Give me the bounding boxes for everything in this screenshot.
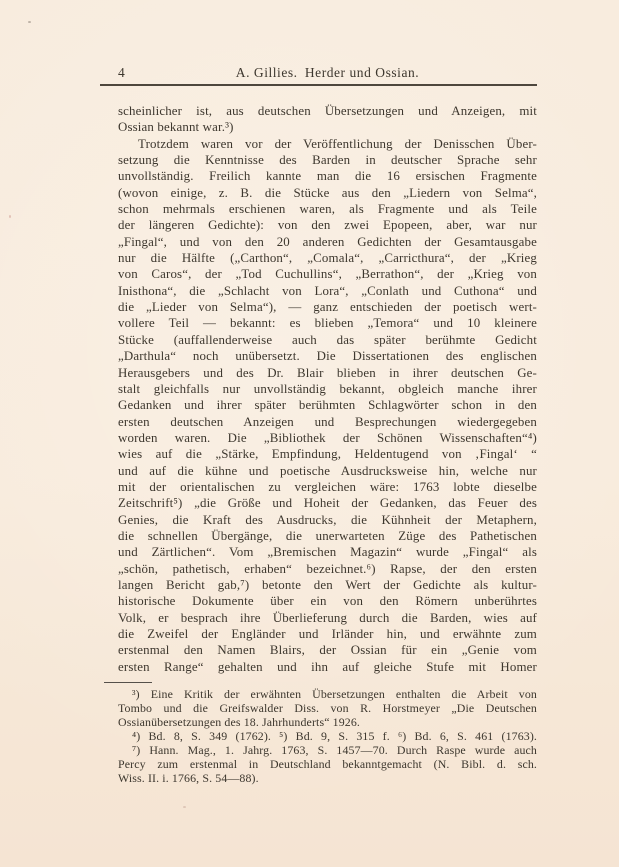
body-line: der längeren Gedichte): von den zwei Epopeen, aber, war nur	[118, 218, 537, 233]
body-line: Genies, die Kraft des Ausdrucks, die Kühnheit der Metaphern,	[118, 512, 537, 527]
footnote-line: ³) Eine Kritik der erwähnten Übersetzungen enthalten die Arbeit von	[132, 687, 537, 701]
body-line: „Darthula“ noch unübersetzt. Die Dissertationen des englischen	[118, 349, 537, 364]
footnote-line: Ossianübersetzungen des 18. Jahrhunderts“ 1926.	[118, 715, 361, 730]
footnote-rule	[104, 682, 152, 683]
footnote-line: Tombo und die Greifswalder Diss. von R. Horstmeyer „Die Deutschen	[118, 701, 537, 716]
body-line: historische Dokumente über ein von den Römern unberührtes	[118, 594, 537, 609]
running-header	[118, 65, 537, 81]
body-line: Stücke (auffallenderweise auch das später berühmte Gedicht	[118, 332, 537, 347]
footnote-line: ⁴) Bd. 8, S. 349 (1762). ⁵) Bd. 9, S. 315 f. ⁶) Bd. 6, S. 461 (1763).	[132, 729, 537, 744]
scan-speck	[9, 215, 11, 218]
footnote-line: ⁷) Hann. Mag., 1. Jahrg. 1763, S. 1457—70. Durch Raspe wurde auch	[132, 743, 537, 758]
page-number: 4	[118, 65, 126, 80]
footnote-line: Percy zum erstenmal in Deutschland bekanntgemacht (N. Bibl. d. sch.	[118, 757, 537, 772]
body-line: mit der orientalischen zu vergleichen wäre: 1763 lobte dieselbe	[118, 479, 537, 494]
body-line: die Zweifel der Engländer und Irländer hin, und erwähnte zum	[118, 627, 537, 641]
body-line: Trotzdem waren vor der Veröffentlichung der Denisschen Über-	[138, 136, 537, 151]
body-line: wies auf die „Stärke, Empfindung, Heldentugend von ‚Fingal‘ “	[118, 447, 537, 462]
body-line: setzung die Kenntnisse des Barden in deutscher Sprache sehr	[118, 153, 537, 168]
body-text	[118, 103, 537, 675]
body-line: „schön, pathetisch, erhaben“ bezeichnet.⁶) Rapse, der den ersten	[118, 561, 537, 576]
scan-speck	[183, 806, 186, 808]
body-line: nur die Hälfte („Carthon“, „Comala“, „Carricthura“, der „Krieg	[118, 251, 537, 266]
body-line: Ossian bekannt war.³)	[118, 120, 234, 135]
body-line: ersten Range“ gehalten und ihn auf gleiche Stufe mit Homer	[118, 659, 537, 674]
running-title: A. Gillies. Herder und Ossian.	[235, 65, 420, 80]
body-line: (wovon einige, z. B. die Stücke aus den „Liedern von Selma“,	[118, 185, 537, 200]
body-line: Volk, er besprach ihre Überlieferung durch die Barden, wies auf	[118, 610, 537, 625]
footnotes	[118, 687, 537, 785]
body-line: erstenmal den Namen Blairs, der Ossian für ein „Genie vom	[118, 643, 537, 658]
body-line: stalt gleichfalls nur unvollständig bekannt, obgleich manche ihrer	[118, 381, 537, 396]
body-line: die „Lieder von Selma“), — ganz entschieden der poetisch wert-	[118, 300, 537, 315]
body-line: und Zärtlichen“. Vom „Bremischen Magazin“ wurde „Fingal“ als	[118, 545, 537, 560]
body-line: worden waren. Die „Bibliothek der Schönen Wissenschaften“⁴)	[118, 430, 537, 445]
body-line: Gedanken und ihrer später berühmten Schlagwörter schon in den	[118, 398, 537, 413]
body-line: scheinlicher ist, aus deutschen Übersetzungen und Anzeigen, mit	[118, 104, 537, 118]
header-rule	[100, 84, 537, 86]
body-line: Zeitschrift⁵) „die Größe und Hoheit der Gedanken, das Feuer des	[118, 496, 537, 511]
body-line: von Caros“, der „Tod Cuchullins“, „Berrathon“, der „Krieg von	[118, 267, 537, 282]
body-line: „Fingal“, und von den 20 anderen Gedichten der Gesamtausgabe	[118, 234, 537, 249]
body-line: unvollständig. Freilich kannte man die 16 ersischen Fragmente	[118, 169, 537, 184]
body-line: schon mehrmals erschienen waren, als Fragmente und als Teile	[118, 202, 537, 217]
body-line: langen Bericht gab,⁷) betonte den Wert der Gedichte als kultur-	[118, 577, 537, 592]
footnote-line: Wiss. II. i. 1766, S. 54—88).	[118, 771, 259, 786]
body-line: und auf die kühne und poetische Ausdrucksweise hin, welche nur	[118, 463, 537, 478]
body-line: die schnellen Übergänge, die unerwarteten Züge des Pathetischen	[118, 528, 537, 543]
body-line: vollere Teil — bekannt: es blieben „Temora“ und 10 kleinere	[118, 316, 537, 331]
body-line: Inisthona“, die „Schlacht von Lora“, „Conlath und Cuthona“ und	[118, 283, 537, 298]
body-line: ersten deutschen Anzeigen und Besprechungen wiedergegeben	[118, 414, 537, 429]
body-line: Herausgebers und des Dr. Blair blieben in ihrer deutschen Ge-	[118, 365, 537, 380]
scan-speck	[28, 21, 31, 23]
